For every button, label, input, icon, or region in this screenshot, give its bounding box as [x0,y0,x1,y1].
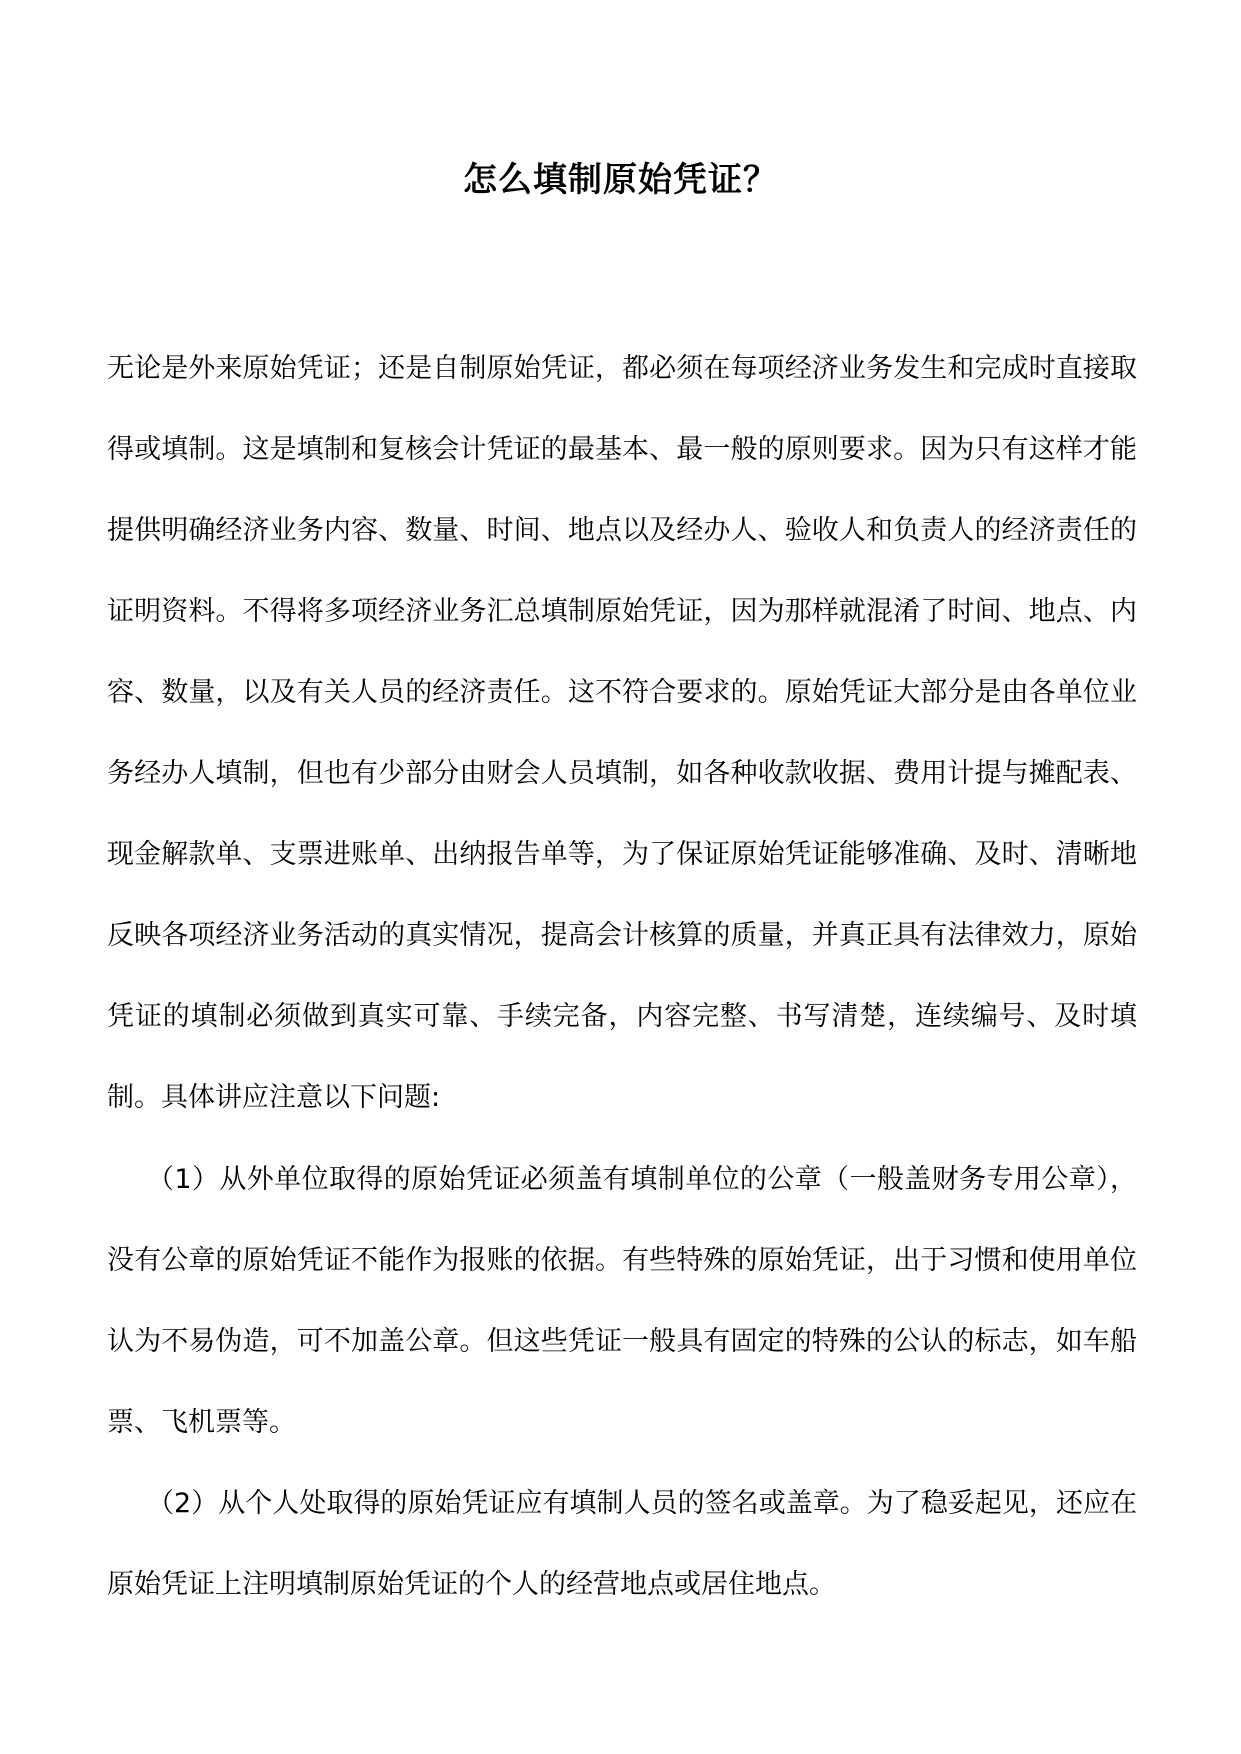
document-title: 怎么填制原始凭证？ [463,160,778,200]
paragraph-1-text: 无论是外来原始凭证；还是自制原始凭证，都必须在每项经济业务发生和完成时直接取得或填制。这是填制和复核会计凭证的最基本、最一般的原则要求。因为只有这样才能提供明确经济业务内容、数量、时间、地点以及经办人、验收人和负责人的经济责任的证明资料。不得将多项经济业务汇总填制原始凭证，因为那样就混淆了时间、地点、内容、数量，以及有关人员的经济责任。这不符合要求的。原始凭证大部分是由各单位业务经办人填制，但也有少部分由财会人员填制，如各种收款收据、费用计提与摊配表、现金解款单、支票进账单、出纳报告单等，为了保证原始凭证能够准确、及时、清晰地反映各项经济业务活动的真实情况，提高会计核算的质量，并真正具有法律效力，原始凭证的填制必须做到真实可靠、手续完备，内容完整、书写清楚，连续编号、及时填制。具体讲应注意以下问题: [107,353,1137,1113]
paragraph-1 [107,328,1137,1138]
paragraph-2 [107,1139,1137,1463]
paragraph-3 [107,1463,1137,1625]
paragraph-3-text: （2）从个人处取得的原始凭证应有填制人员的签名或盖章。为了稳妥起见，还应在原始凭证上注明填制原始凭证的个人的经营地点或居住地点。 [107,1488,1137,1600]
paragraph-2-text: （1）从外单位取得的原始凭证必须盖有填制单位的公章（一般盖财务专用公章），没有公章的原始凭证不能作为报账的依据。有些特殊的原始凭证，出于习惯和使用单位认为不易伪造，可不加盖公章。但这些凭证一般具有固定的特殊的公认的标志，如车船票、飞机票等。 [107,1164,1137,1438]
